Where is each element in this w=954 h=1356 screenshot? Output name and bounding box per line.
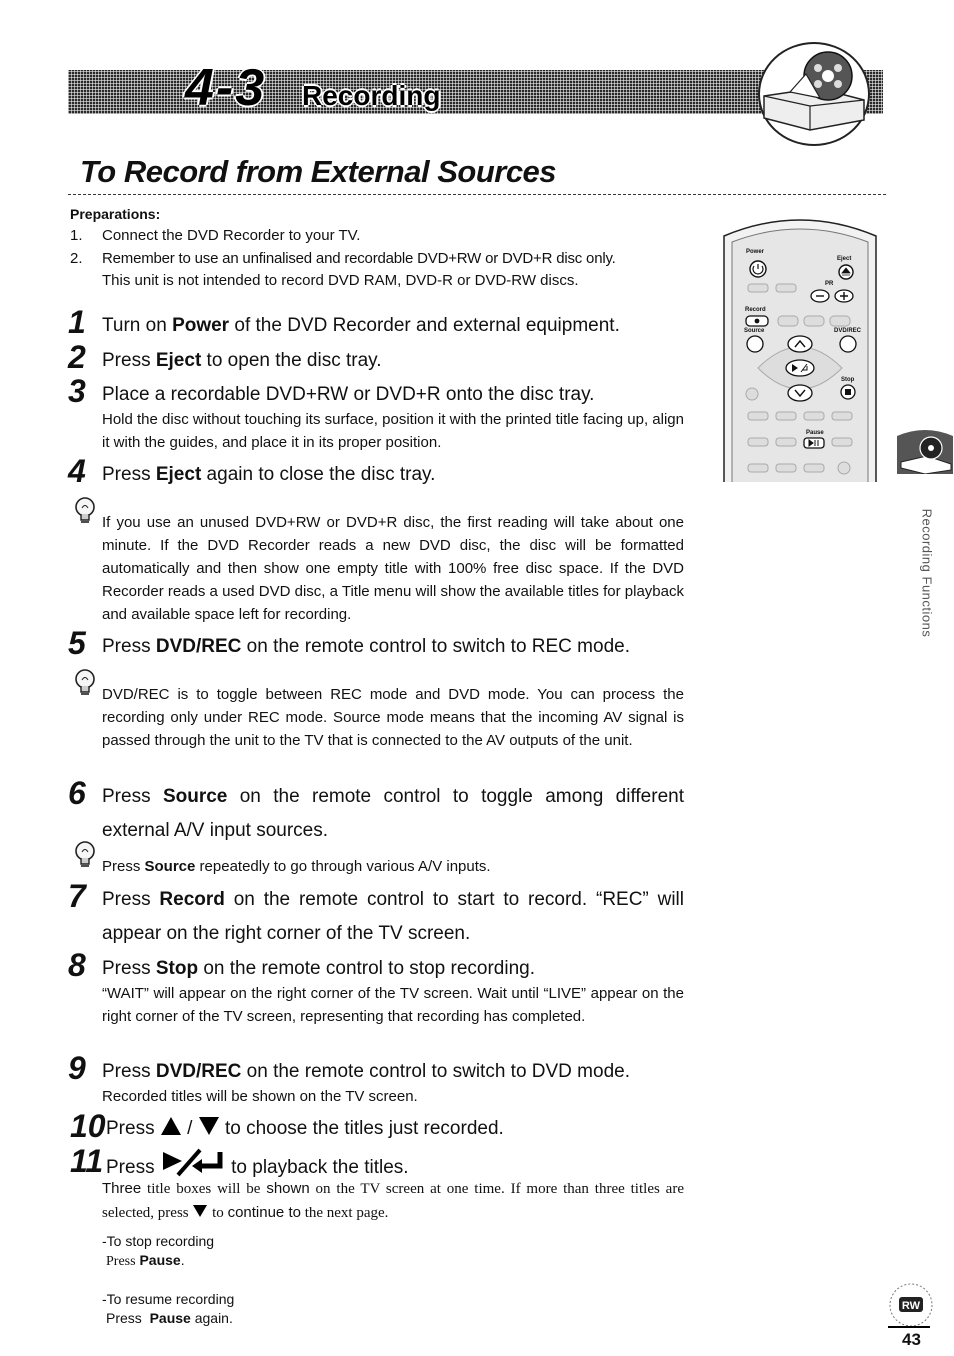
step-number: 3	[68, 373, 86, 409]
step-3-detail: Hold the disc without touching its surface, position it with the printed title facing up, align it with the guides, and place it in its proper position.	[102, 411, 684, 451]
page-number-rule	[888, 1326, 930, 1328]
section-title: Recording	[302, 80, 441, 111]
resume-recording-instruction: Press Pause again.	[106, 1310, 233, 1326]
step-number: 6	[68, 775, 86, 811]
remote-dvdrec-label: DVD/REC	[834, 328, 862, 334]
title-divider	[68, 194, 886, 195]
side-tab-label: Recording Functions	[919, 508, 935, 638]
remote-source-label: Source	[744, 328, 765, 334]
step-7-text: Press Record on the remote control to start to record. “REC” will appear on the right corner of the TV screen.	[102, 889, 684, 944]
stop-recording-label: -To stop recording	[102, 1233, 215, 1249]
prep-item-text: Remember to use an unfinalised and recordable DVD+RW or DVD+R disc only.	[102, 250, 616, 267]
lightbulb-icon	[72, 496, 98, 526]
remote-eject-label: Eject	[837, 256, 852, 262]
dvd-rw-logo	[886, 1280, 936, 1330]
resume-recording-label: -To resume recording	[102, 1291, 235, 1307]
tip-2-text: DVD/REC is to toggle between REC mode and DVD mode. You can process the recording only under REC mode. Source mode means that the incoming AV signal is passed through the unit to the TV that is connected to the AV outputs of the unit.	[102, 686, 684, 749]
step-9-text: Press DVD/REC on the remote control to switch to DVD mode.	[102, 1061, 630, 1082]
page-title: To Record from External Sources	[80, 154, 557, 189]
step-number: 7	[68, 878, 86, 914]
prep-item-number: 1.	[70, 227, 83, 244]
step-5-text: Press DVD/REC on the remote control to switch to REC mode.	[102, 636, 630, 657]
remote-power-label: Power	[746, 249, 765, 255]
step-number: 1	[68, 304, 86, 340]
step-number: 5	[68, 625, 86, 661]
stop-recording-instruction: Press Pause.	[106, 1252, 185, 1269]
step-10-text: Press / to choose the titles just recorded.	[106, 1118, 504, 1139]
tip-1-text: If you use an unused DVD+RW or DVD+R disc, the first reading will take about one minute. If the DVD Recorder reads a new DVD disc, the disc will be formatted automatically and then show one empty title with 100% free disc space. If the DVD Recorder reads a used DVD disc, a Title menu will show the available titles for playback and available space left for recording.	[102, 514, 684, 623]
down-arrow-icon	[198, 1116, 220, 1136]
step-number: 4	[68, 453, 86, 489]
step-8-text: Press Stop on the remote control to stop recording.	[102, 958, 535, 979]
play-enter-icon	[160, 1147, 226, 1177]
prep-item-text: Connect the DVD Recorder to your TV.	[102, 227, 361, 244]
preparations-heading: Preparations:	[70, 206, 161, 222]
step-4-text: Press Eject again to close the disc tray.	[102, 464, 436, 485]
remote-stop-label: Stop	[841, 377, 855, 383]
lightbulb-icon	[72, 840, 98, 870]
step-9-detail: Recorded titles will be shown on the TV screen.	[102, 1088, 418, 1105]
step-number: 2	[68, 339, 86, 375]
up-arrow-icon	[160, 1116, 182, 1136]
down-arrow-icon	[192, 1204, 208, 1218]
remote-pr-label: PR	[825, 281, 834, 287]
section-number: 4-3	[185, 59, 267, 117]
svg-text:RW: RW	[901, 1300, 921, 1312]
step-3-text: Place a recordable DVD+RW or DVD+R onto the disc tray.	[102, 384, 595, 405]
header-disc-illustration	[758, 42, 870, 146]
step-1-text: Turn on Power of the DVD Recorder and external equipment.	[102, 315, 620, 336]
side-tab-disc-icon	[897, 430, 953, 474]
remote-record-label: Record	[745, 307, 766, 313]
step-2-text: Press Eject to open the disc tray.	[102, 350, 382, 371]
prep-item-number: 2.	[70, 250, 83, 267]
remote-pause-label: Pause	[806, 430, 824, 436]
step-6-text: Press Source on the remote control to toggle among different external A/V input sources.	[102, 786, 684, 841]
prep-item-text-2: This unit is not intended to record DVD RAM, DVD-R or DVD-RW discs.	[102, 272, 579, 289]
step-number: 10	[70, 1108, 106, 1144]
remote-control-illustration	[718, 214, 882, 482]
step-number: 9	[68, 1050, 86, 1086]
step-11-text: Press to playback the titles.	[106, 1147, 688, 1185]
tip-3-text: Press Source repeatedly to go through various A/V inputs.	[102, 858, 491, 875]
lightbulb-icon	[72, 668, 98, 698]
step-11-detail: Three title boxes will be shown on the TV screen at one time. If more than three titles are selected, press to continue to the next page.	[102, 1180, 684, 1221]
step-number: 11	[70, 1143, 104, 1179]
step-8-detail: “WAIT” will appear on the right corner of the TV screen. Wait until “LIVE” appear on the right corner of the TV screen, representing that recording has completed.	[102, 985, 684, 1025]
page-number: 43	[902, 1330, 921, 1349]
step-number: 8	[68, 947, 86, 983]
